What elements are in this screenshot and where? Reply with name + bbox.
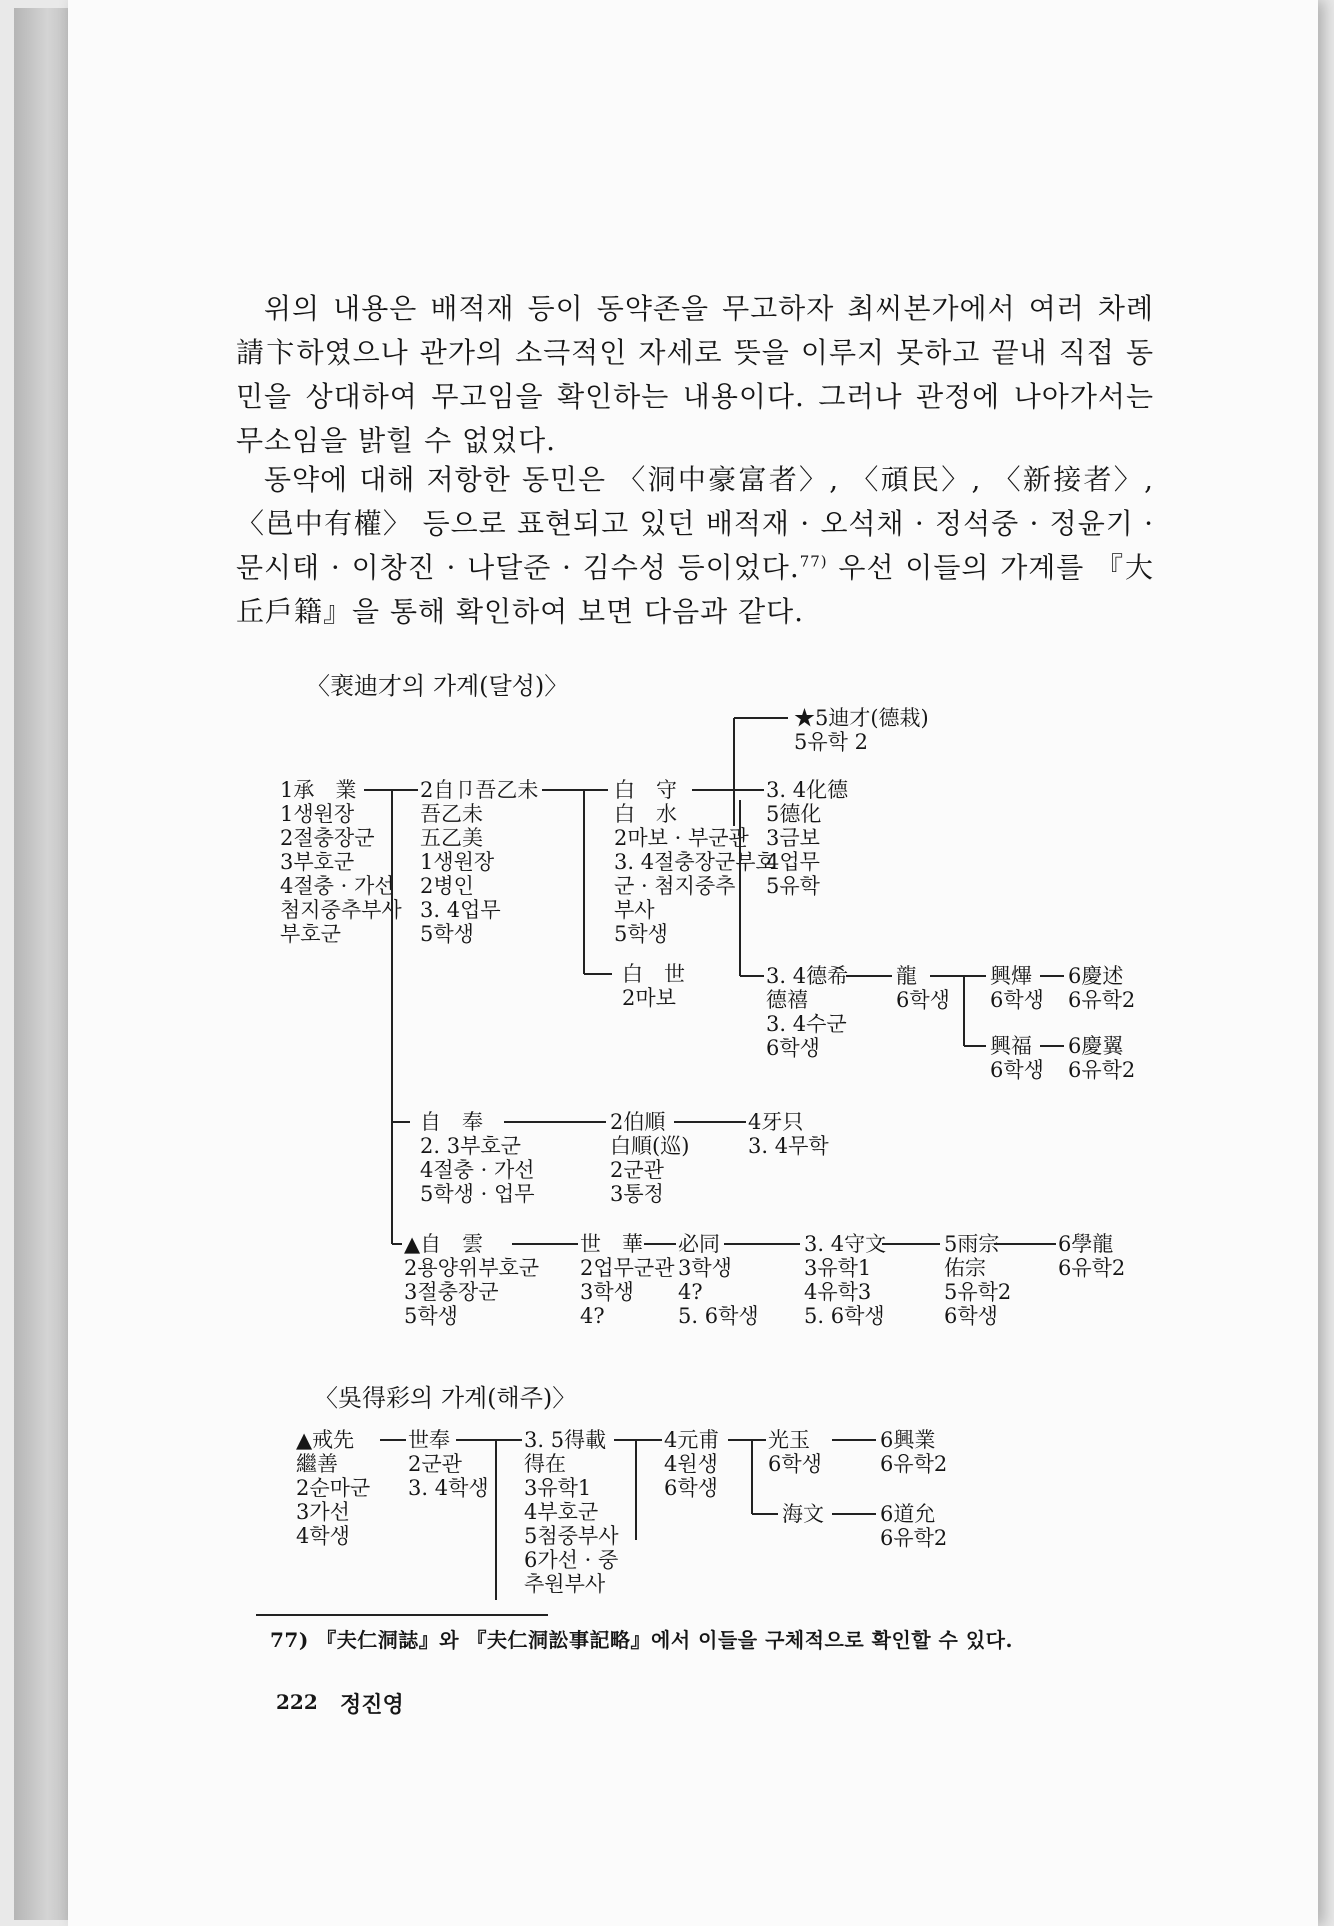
genealogy-entry-line: 龍 <box>896 964 917 988</box>
genealogy-entry-line: 2군관 <box>408 1452 462 1476</box>
genealogy-entry-line: 4유학3 <box>804 1280 872 1304</box>
genealogy-entry-line: 6유학2 <box>1068 988 1136 1012</box>
genealogy-entry-line: 5德化 <box>766 802 822 826</box>
bae-xingye-block <box>990 964 1044 1012</box>
genealogy-entry-line: 추원부사 <box>524 1572 606 1596</box>
genealogy-entry-line: 3학생 <box>580 1280 634 1304</box>
genealogy-entry-line: 6학생 <box>768 1452 822 1476</box>
genealogy-entry-line: 2업무군관 <box>580 1256 675 1280</box>
bae-dexi-block <box>766 964 848 1060</box>
genealogy-entry-line: 1承 業 <box>280 778 357 802</box>
genealogy-entry-line: 必同 <box>678 1232 720 1256</box>
genealogy-entry-line: 4牙只 <box>748 1110 804 1134</box>
genealogy-entry-line: 6학생 <box>990 988 1044 1012</box>
genealogy-entry-line: 6학생 <box>664 1476 718 1500</box>
bae-wuyiwei-block <box>420 778 538 946</box>
genealogy-entry-line: 5. 6학생 <box>804 1304 885 1328</box>
genealogy-entry-line: 世 華 <box>580 1232 643 1256</box>
genealogy-entry-line: 1생원장 <box>280 802 355 826</box>
genealogy-entry-line: 佑宗 <box>944 1256 986 1280</box>
genealogy-entry-line: 2自卩吾乙未 <box>420 778 539 802</box>
genealogy-entry-line: 6慶翼 <box>1068 1034 1124 1058</box>
genealogy-entry-line: 五乙美 <box>420 826 483 850</box>
genealogy-entry-line: 4부호군 <box>524 1500 599 1524</box>
genealogy-entry-line: 3통정 <box>610 1182 664 1206</box>
genealogy-entry-line: 得在 <box>524 1452 566 1476</box>
genealogy-entry-line: 6道允 <box>880 1502 936 1526</box>
genealogy-entry-line: 6학생 <box>896 988 950 1012</box>
book-spine-edge <box>14 8 71 1920</box>
genealogy-entry-line: 2병인 <box>420 874 474 898</box>
genealogy-entry-line: 5유학 2 <box>794 730 868 754</box>
genealogy-entry-line: 첨지중추부사 <box>280 898 402 922</box>
genealogy-entry-line: 5雨宗 <box>944 1232 1000 1256</box>
wu-daoyun-block <box>880 1502 947 1550</box>
genealogy-entry-line: 5학생 <box>404 1304 458 1328</box>
genealogy-entry-line: 3. 4업무 <box>420 898 501 922</box>
paragraph-2-tail: 우선 이들의 가계를 『大丘戶籍』을 통해 확인하여 보면 다음과 같다. <box>236 551 1154 628</box>
genealogy-entry-line: 2. 3부호군 <box>420 1134 521 1158</box>
genealogy-entry-line: 6학생 <box>944 1304 998 1328</box>
genealogy-entry-line: 6유학2 <box>1068 1058 1136 1082</box>
genealogy-entry-line: 3. 4守文 <box>804 1232 887 1256</box>
page-number: 222 <box>276 1690 318 1714</box>
bae-chengye-block <box>280 778 402 946</box>
genealogy-entry-line: 白順(巡) <box>610 1134 690 1158</box>
genealogy-entry-line: 3. 4절충장군부호 <box>614 850 776 874</box>
genealogy-entry-line: 2마보 · 부군관 <box>614 826 749 850</box>
genealogy-entry-line: 부호군 <box>280 922 341 946</box>
footnote-77: 77) 『夫仁洞誌』와 『夫仁洞訟事記略』에서 이들을 구체적으로 확인할 수 있다. <box>270 1628 1013 1652</box>
bae-genealogy-title: 〈裵迪才의 가계(달성)〉 <box>306 672 569 700</box>
wu-genealogy-title: 〈吳得彩의 가계(해주)〉 <box>314 1384 577 1412</box>
genealogy-entry-line: 興熚 <box>990 964 1032 988</box>
genealogy-entry-line: 2용양위부호군 <box>404 1256 540 1280</box>
genealogy-entry-line: 光玉 <box>768 1428 810 1452</box>
genealogy-entry-line: 6유학2 <box>1058 1256 1126 1280</box>
genealogy-entry-line: 白 世 <box>622 962 685 986</box>
genealogy-entry-line: 2군관 <box>610 1158 664 1182</box>
bae-bitong-block <box>678 1232 759 1328</box>
genealogy-entry-line: 6慶述 <box>1068 964 1124 988</box>
bae-xuelong-block <box>1058 1232 1125 1280</box>
genealogy-entry-line: 5유학 <box>766 874 820 898</box>
genealogy-entry-line: 海文 <box>782 1502 824 1526</box>
genealogy-entry-line: 3. 4德希 <box>766 964 849 988</box>
bae-zifeng-block <box>420 1110 535 1206</box>
genealogy-entry-line: 繼善 <box>296 1452 338 1476</box>
genealogy-entry-line: 2마보 <box>622 986 676 1010</box>
bae-huade-block <box>766 778 848 898</box>
genealogy-entry-line: 3절충장군 <box>404 1280 499 1304</box>
genealogy-entry-line: 4元甫 <box>664 1428 720 1452</box>
wu-guangyu-block <box>768 1428 822 1476</box>
genealogy-entry-line: 4절충 · 가선 <box>420 1158 535 1182</box>
genealogy-entry-line: 6가선 · 중 <box>524 1548 619 1572</box>
genealogy-entry-line: 5첨중부사 <box>524 1524 619 1548</box>
genealogy-entry-line: 5유학2 <box>944 1280 1012 1304</box>
genealogy-entry-line: 3유학1 <box>804 1256 872 1280</box>
genealogy-entry-line: 2伯順 <box>610 1110 666 1134</box>
genealogy-entry-line: 6학생 <box>766 1036 820 1060</box>
genealogy-entry-line: 4원생 <box>664 1452 718 1476</box>
genealogy-entry-line: 4절충 · 가선 <box>280 874 395 898</box>
genealogy-entry-line: 6興業 <box>880 1428 936 1452</box>
paragraph-1: 위의 내용은 배적재 등이 동약존을 무고하자 최씨본가에서 여러 차례 請卞하였으나 관가의 소극적인 자세로 뜻을 이루지 못하고 끝내 직접 동민을 상대하여 무고임을 확인하는 내용이다. 그러나 관정에 나아가서는 무소임을 밝힐 수 없었다. <box>236 292 1154 457</box>
wu-xingye-block <box>880 1428 947 1476</box>
genealogy-entry-line: 世奉 <box>408 1428 450 1452</box>
genealogy-entry-line: ★5迪才(德栽) <box>794 706 929 730</box>
genealogy-entry-line: 6학생 <box>990 1058 1044 1082</box>
genealogy-entry-line: 군 · 첨지중추 <box>614 874 736 898</box>
bae-qingyi-block <box>1068 1034 1135 1082</box>
footnote-rule <box>256 1614 548 1616</box>
genealogy-entry-line: 5. 6학생 <box>678 1304 759 1328</box>
genealogy-entry-line: 3. 4化德 <box>766 778 849 802</box>
genealogy-entry-line: 4학생 <box>296 1524 350 1548</box>
genealogy-entry-line: 德禧 <box>766 988 808 1012</box>
genealogy-entry-line: 吾乙未 <box>420 802 483 826</box>
genealogy-entry-line: 3부호군 <box>280 850 355 874</box>
wu-dezai-block <box>524 1428 619 1596</box>
bae-shouwen-block <box>804 1232 886 1328</box>
genealogy-entry-line: 6유학2 <box>880 1526 948 1550</box>
genealogy-entry-line: 4? <box>678 1280 703 1304</box>
genealogy-entry-line: 自 奉 <box>420 1110 483 1134</box>
genealogy-entry-line: 3. 4학생 <box>408 1476 489 1500</box>
genealogy-entry-line: 3. 4무학 <box>748 1134 829 1158</box>
footnote-reference[interactable]: 77) <box>799 552 828 571</box>
genealogy-entry-line: 興福 <box>990 1034 1032 1058</box>
bae-yuzong-block <box>944 1232 1011 1328</box>
bae-dicai-block <box>794 706 929 754</box>
genealogy-entry-line: 3. 4수군 <box>766 1012 847 1036</box>
genealogy-entry-line: 6유학2 <box>880 1452 948 1476</box>
genealogy-entry-line: 3금보 <box>766 826 820 850</box>
running-author: 정진영 <box>340 1692 404 1718</box>
genealogy-entry-line: 5학생 <box>614 922 668 946</box>
bae-ziyun-block <box>404 1232 539 1328</box>
bae-yazhi-block <box>748 1110 829 1158</box>
genealogy-entry-line: 3학생 <box>678 1256 732 1280</box>
genealogy-entry-line: 3유학1 <box>524 1476 592 1500</box>
wu-haiwen-block <box>782 1502 824 1526</box>
genealogy-entry-line: 1생원장 <box>420 850 495 874</box>
genealogy-entry-line: 2절충장군 <box>280 826 375 850</box>
genealogy-entry-line: 白 守 <box>614 778 677 802</box>
bae-long-block <box>896 964 950 1012</box>
genealogy-entry-line: 3가선 <box>296 1500 350 1524</box>
genealogy-entry-line: 6學龍 <box>1058 1232 1114 1256</box>
genealogy-entry-line: 5학생 <box>420 922 474 946</box>
genealogy-entry-line: 2순마군 <box>296 1476 371 1500</box>
bae-baishou-block <box>614 778 776 946</box>
genealogy-entry-line: 3. 5得載 <box>524 1428 607 1452</box>
bae-xingfu-block <box>990 1034 1044 1082</box>
bae-baishi-block <box>622 962 685 1010</box>
genealogy-entry-line: ▲戒先 <box>296 1428 355 1452</box>
genealogy-entry-line: 4? <box>580 1304 605 1328</box>
bae-shihua-block <box>580 1232 675 1328</box>
genealogy-entry-line: 부사 <box>614 898 655 922</box>
wu-yuanzhou-block <box>664 1428 719 1500</box>
genealogy-entry-line: 5학생 · 업무 <box>420 1182 535 1206</box>
paragraph-2 <box>236 458 1154 634</box>
bae-boshun-block <box>610 1110 689 1206</box>
paragraph-2-text: 동약에 대해 저항한 동민은 〈洞中豪富者〉, 〈頑民〉, 〈新接者〉, 〈邑中有權〉 등으로 표현되고 있던 배적재 · 오석채 · 정석중 · 정윤기 · 문시태 · 이창진 · 나달준 · 김수성 등이었다. <box>236 463 1154 584</box>
bae-qingshu-block <box>1068 964 1135 1012</box>
genealogy-entry-line: 4업무 <box>766 850 820 874</box>
wu-shifeng-block <box>408 1428 489 1500</box>
genealogy-entry-line: ▲自 雲 <box>404 1232 484 1256</box>
genealogy-entry-line: 白 水 <box>614 802 677 826</box>
wu-jiexian-block <box>296 1428 370 1548</box>
